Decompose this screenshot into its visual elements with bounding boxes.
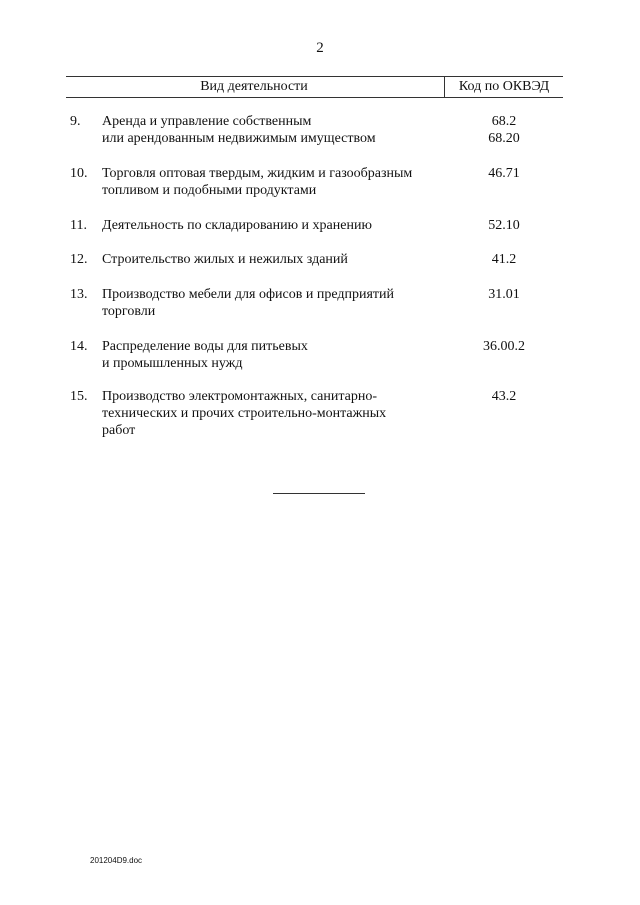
row-number: 13.	[70, 287, 88, 302]
activity-line: Производство электромонтажных, санитарно-	[102, 389, 377, 404]
okved-code: 46.71	[488, 166, 520, 181]
row-activity	[102, 338, 448, 372]
okved-code: 68.20	[488, 131, 520, 146]
activity-line: Производство мебели для офисов и предприятий	[102, 287, 395, 302]
row-number: 10.	[70, 166, 88, 181]
row-number: 14.	[70, 339, 88, 354]
header-code: Код по ОКВЭД	[458, 79, 550, 94]
row-code	[445, 165, 563, 182]
row-activity	[102, 165, 448, 199]
activity-line: Торговля оптовая твердым, жидким и газообразным	[102, 166, 413, 181]
row-code	[445, 338, 563, 355]
row-code	[445, 286, 563, 303]
activity-line: или арендованным недвижимым имуществом	[102, 131, 376, 146]
row-code	[445, 388, 563, 405]
activity-line: и промышленных нужд	[102, 356, 243, 371]
row-number: 15.	[70, 389, 88, 404]
okved-code: 41.2	[491, 252, 517, 267]
row-activity	[102, 217, 448, 234]
activity-line: Распределение воды для питьевых	[102, 339, 308, 354]
row-number: 12.	[70, 252, 88, 267]
okved-code: 68.2	[491, 114, 517, 129]
activity-line: технических и прочих строительно-монтажных	[102, 406, 387, 421]
row-activity	[102, 388, 448, 439]
row-activity	[102, 286, 448, 320]
activity-line: Строительство жилых и нежилых зданий	[102, 252, 348, 267]
page-number: 2	[316, 40, 324, 56]
activity-line: торговли	[102, 304, 156, 319]
row-number: 11.	[70, 218, 87, 233]
row-code	[445, 251, 563, 268]
row-activity	[102, 251, 448, 268]
activity-line: работ	[102, 423, 136, 438]
footer-filename: 201204D9.doc	[90, 856, 143, 865]
row-code	[445, 113, 563, 147]
okved-code: 43.2	[491, 389, 517, 404]
activity-line: Деятельность по складированию и хранению	[102, 218, 372, 233]
header-activity: Вид деятельности	[200, 79, 308, 94]
okved-code: 31.01	[488, 287, 520, 302]
activity-line: топливом и подобными продуктами	[102, 183, 317, 198]
row-number: 9.	[70, 114, 81, 129]
okved-code: 52.10	[488, 218, 520, 233]
activity-line: Аренда и управление собственным	[102, 114, 312, 129]
row-code	[445, 217, 563, 234]
row-activity	[102, 113, 448, 147]
okved-code: 36.00.2	[483, 339, 525, 354]
end-separator-line	[273, 493, 365, 494]
table-header	[66, 76, 563, 98]
